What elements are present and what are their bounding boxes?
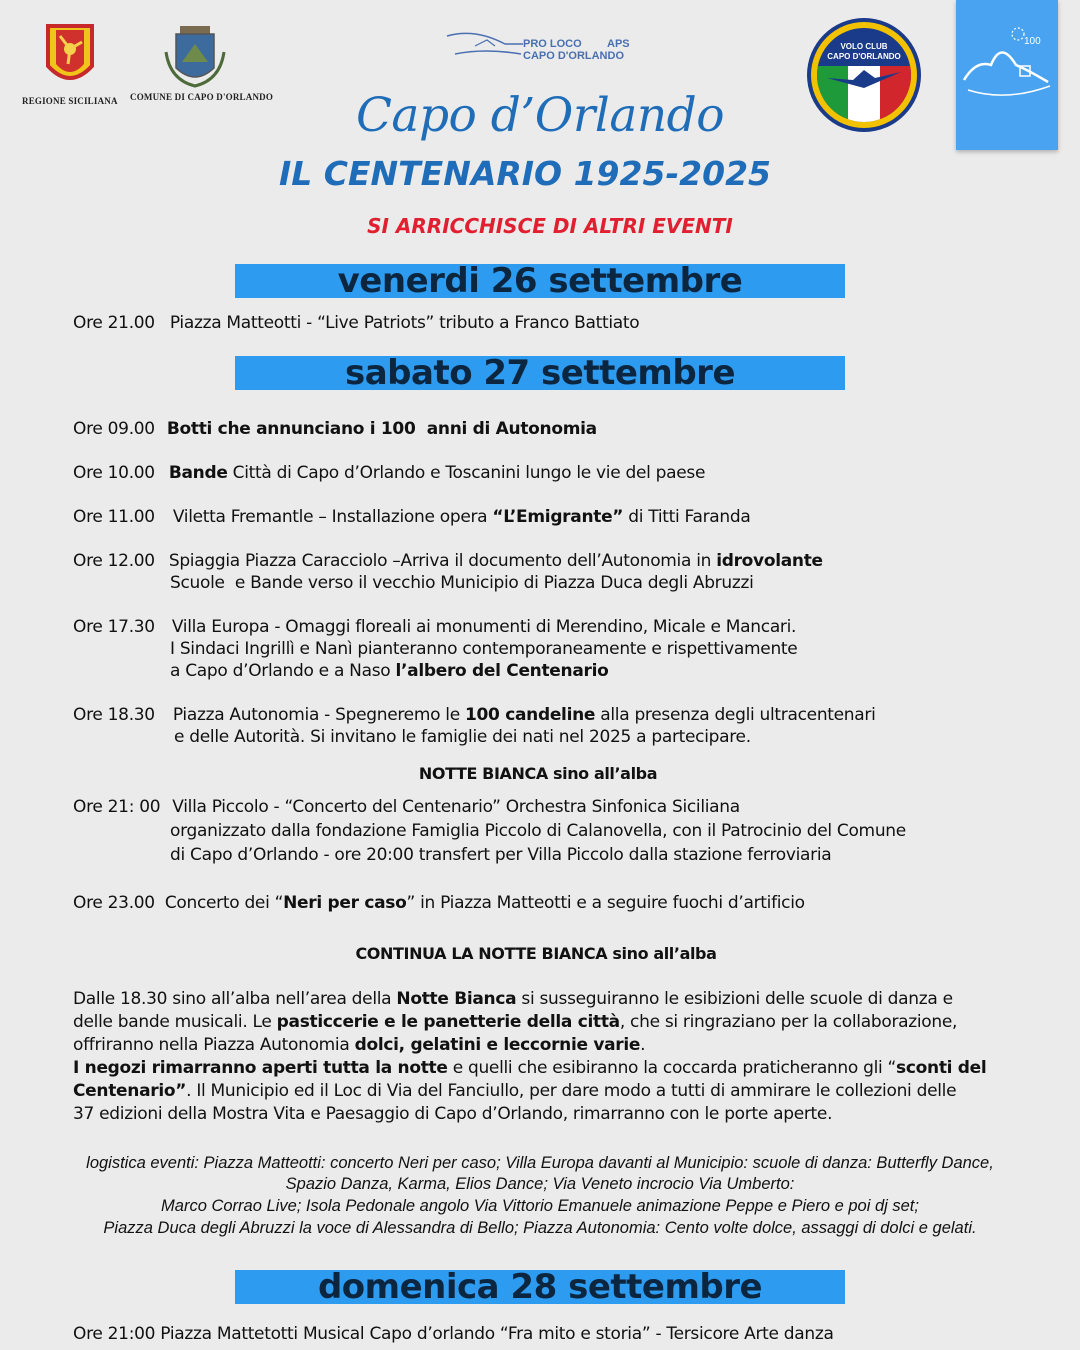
volo-club-line1: VOLO CLUB [840,42,888,51]
page-title: Capo d’Orlando [355,88,725,143]
event-time: Ore 12.00 [73,551,155,571]
paragraph-highlight: sconti del [896,1058,987,1078]
event-continuation: e delle Autorità. Si invitano le famiglie dei nati nel 2025 a partecipare. [174,727,751,747]
regione-siciliana-label: REGIONE SICILIANA [22,96,118,106]
event-row [73,550,823,572]
paragraph-line [73,1011,957,1033]
event-description-end: di Titti Faranda [623,507,751,527]
event-description: Spiaggia Piazza Caracciolo –Arriva il documento dell’Autonomia in [168,551,717,571]
comune-label: COMUNE DI CAPO D'ORLANDO [130,92,274,102]
event-row [73,616,796,638]
event-time: Ore 23.00 [73,893,155,913]
paragraph-highlight: I negozi rimarranno aperti tutta la notte [73,1058,448,1078]
event-description: Concerto dei “ [164,893,284,913]
paragraph-text: , che si ringraziano per la collaborazione, [619,1012,958,1032]
paragraph-text: . [640,1035,646,1055]
event-continuation [170,660,609,682]
event-row: Ore 21:00 Piazza Mattetotti Musical Capo d’orlando “Fra mito e storia” - Tersicore Arte danza [73,1324,834,1344]
friday-banner: venerdi 26 settembre [235,264,845,298]
event-description: Villa Piccolo - “Concerto del Centenario” Orchestra Sinfonica Siciliana [172,797,740,817]
event-time: Ore 09.00 [73,419,155,439]
event-description: a Capo d’Orlando e a Naso [170,661,396,681]
event-description: Villa Europa - Omaggi floreali ai monumenti di Merendino, Micale e Mancari. [171,617,797,637]
event-description: Piazza Autonomia - Spegneremo le [172,705,465,725]
centenary-badge-number: 100 [1024,36,1041,47]
saturday-banner: sabato 27 settembre [235,356,845,390]
event-highlight: “L’Emigrante” [492,507,624,527]
event-row [73,418,597,440]
event-row [73,796,740,818]
paragraph-text: . Il Municipio ed il Loc di Via del Fanciullo, per dare modo a tutti di ammirare le collezioni delle [186,1081,957,1101]
event-row [73,704,876,726]
event-highlight: Neri per caso [283,893,407,913]
event-time: Ore 21: 00 [73,797,161,817]
event-continuation: I Sindaci Ingrillì e Nanì pianteranno contemporaneamente e rispettivamente [170,639,798,659]
paragraph-highlight: Centenario” [73,1081,187,1101]
paragraph-text: si susseguiranno le esibizioni delle scuole di danza e [516,989,953,1009]
paragraph-line [73,1080,956,1102]
notte-bianca-heading: NOTTE BIANCA sino all’alba [418,764,658,783]
paragraph-text: Dalle 18.30 sino all’alba nell’area della [73,989,397,1009]
logistics-line: logistica eventi: Piazza Matteotti: concerto Neri per caso; Villa Europa davanti al Municipio: scuole di danza: Butterfly Dance, [86,1154,994,1172]
event-description-end: alla presenza degli ultracentenari [595,705,876,725]
event-description: Viletta Fremantle – Installazione opera [172,507,493,527]
sunday-banner: domenica 28 settembre [235,1270,845,1304]
continua-notte-bianca-heading: CONTINUA LA NOTTE BIANCA sino all’alba [355,944,717,963]
paragraph-line [73,1034,645,1056]
logistics-line: Marco Corrao Live; Isola Pedonale angolo Via Vittorio Emanuele animazione Peppe e Piero e poi dj set; [161,1197,919,1215]
event-row [73,506,750,528]
paragraph-text: e quelli che esibiranno la coccarda praticheranno gli “ [447,1058,897,1078]
event-time: Ore 11.00 [73,507,155,527]
event-time: Ore 21.00 [73,313,155,333]
pro-loco-logo [445,28,645,68]
pro-loco-swoosh-icon [445,28,525,64]
event-continuation: di Capo d’Orlando - ore 20:00 transfert per Villa Piccolo dalla stazione ferroviaria [170,845,832,865]
event-highlight: Bande [168,463,228,483]
centenary-subtitle: IL CENTENARIO 1925-2025 [278,154,771,193]
city-coat-of-arms-icon [130,22,260,92]
paragraph-highlight: pasticcerie e le panetterie della città [276,1012,620,1032]
event-highlight: l’albero del Centenario [395,661,609,681]
event-row [73,462,705,484]
event-description: Piazza Matteotti - “Live Patriots” tributo a Franco Battiato [169,313,640,333]
paragraph-text: delle bande musicali. Le [73,1012,277,1032]
pro-loco-line2: CAPO D'ORLANDO [523,50,625,62]
event-description: Botti che annunciano i 100 anni di Autonomia [166,419,597,439]
pro-loco-line1: PRO LOCO [523,38,582,50]
volo-club-line2: CAPO D'ORLANDO [827,52,901,61]
event-highlight: 100 candeline [465,705,596,725]
event-row [73,312,639,334]
paragraph-highlight: dolci, gelatini e leccornie varie [354,1035,641,1055]
paragraph-highlight: Notte Bianca [396,989,517,1009]
event-continuation: Scuole e Bande verso il vecchio Municipio di Piazza Duca degli Abruzzi [170,573,754,593]
event-highlight: idrovolante [716,551,823,571]
pro-loco-aps: APS [607,38,630,50]
event-description-end: ” in Piazza Matteotti e a seguire fuochi d’artificio [406,893,805,913]
event-continuation: organizzato dalla fondazione Famiglia Piccolo di Calanovella, con il Patrocinio del Comune [170,821,906,841]
paragraph-line [73,1057,986,1079]
paragraph-line: 37 edizioni della Mostra Vita e Paesaggio di Capo d’Orlando, rimarranno con le porte aperte. [73,1104,833,1124]
event-description: Città di Capo d’Orlando e Toscanini lungo le vie del paese [227,463,706,483]
event-time: Ore 18.30 [73,705,155,725]
paragraph-line [73,988,953,1010]
paragraph-text: offriranno nella Piazza Autonomia [73,1035,355,1055]
tagline: SI ARRICCHISCE DI ALTRI EVENTI [367,214,733,238]
event-row [73,892,805,914]
logistics-line: Spazio Danza, Karma, Elios Dance; Via Veneto incrocio Via Umberto: [285,1175,795,1193]
logistics-line: Piazza Duca degli Abruzzi la voce di Alessandra di Bello; Piazza Autonomia: Cento volte dolce, assaggi di dolci e gelati. [103,1219,977,1237]
trinacria-emblem-icon [20,22,120,92]
event-time: Ore 10.00 [73,463,155,483]
event-time: Ore 17.30 [73,617,155,637]
